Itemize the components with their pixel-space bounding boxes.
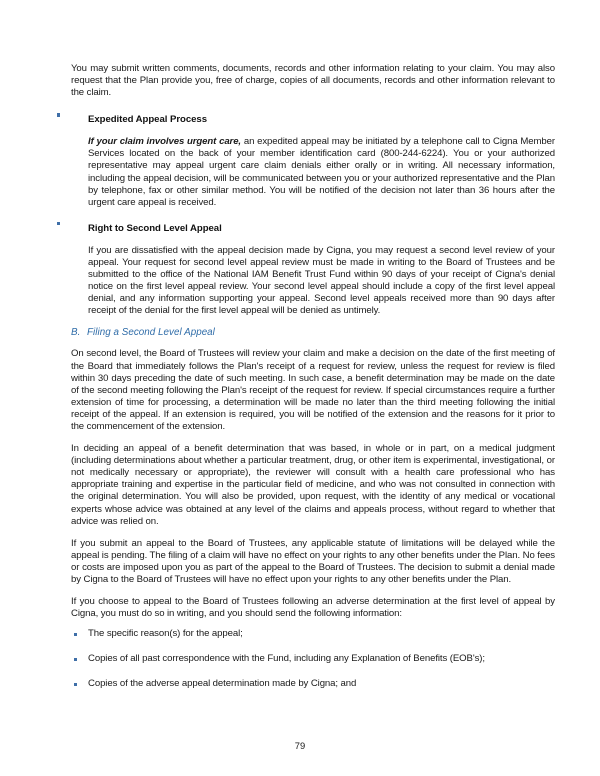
- intro-paragraph: You may submit written comments, documents, records and other information relating to your claim. You may also request that the Plan provide you, free of charge, copies of all documents, records and other information relevant to the claim.: [71, 63, 555, 99]
- bullet-heading-right-to-second-level-appeal: [71, 218, 555, 236]
- section-b-paragraph-2: In deciding an appeal of a benefit determination that was based, in whole or in part, on a medical judgment (including determinations about whether a particular treatment, drug, or other item is experimental, investigational, or not medically necessary or appropriate), the reviewer will consult with a health care professional who has appropriate training and expertise in the particular field of medicine, and who was not consulted in connection with the original determination. You will also be provided, upon request, with the identity of any medical or vocational experts whose advice was obtained at any level of the claims and appeals process, without regard to whether that advice was relied on.: [71, 443, 555, 527]
- bullet-heading-label: Expedited Appeal Process: [88, 114, 207, 126]
- right-to-second-level-appeal-paragraph: If you are dissatisfied with the appeal decision made by Cigna, you may request a second level review of your appeal. Your request for second level appeal review must be made in writing to the Board of Trustees and be submitted to the office of the National IAM Benefit Trust Fund within 90 days of your receipt of Cigna's denial notice on the first level appeal review. Your second level appeal should include a copy of the first level appeal denial, and any information supporting your appeal. Second level appeals received more than 90 days after receipt of the denial for the first level appeal will be denied as untimely.: [88, 244, 555, 317]
- section-b-paragraph-4: If you choose to appeal to the Board of Trustees following an adverse determination at the first level of appeal by Cigna, you must do so in writing, and you should send the following information:: [71, 596, 555, 620]
- list-item-label: Copies of the adverse appeal determination made by Cigna; and: [88, 678, 357, 690]
- page-number: 79: [294, 740, 306, 751]
- bullet-heading-label: Right to Second Level Appeal: [88, 222, 222, 234]
- section-heading-letter: B.: [71, 327, 81, 339]
- page-content: [71, 63, 555, 704]
- required-information-list: [71, 628, 555, 690]
- expedited-appeal-paragraph: [71, 136, 555, 209]
- section-heading-filing-a-second-level-appeal: [71, 326, 555, 339]
- square-bullet-icon: [57, 222, 60, 225]
- square-bullet-icon: [74, 683, 77, 686]
- section-heading-title: Filing a Second Level Appeal: [87, 327, 215, 339]
- section-b-paragraph-3: If you submit an appeal to the Board of Trustees, any applicable statute of limitations will be delayed while the appeal is pending. The filing of a claim will have no effect on your rights to any other benefits under the Plan. No fees or costs are imposed upon you as part of the appeal to the Board of Trustees. The decision to submit a denial made by Cigna to the Board of Trustees will have no effect upon your rights to any other benefits under the Plan.: [71, 537, 556, 585]
- list-item: [71, 628, 555, 640]
- square-bullet-icon: [74, 658, 77, 661]
- list-item: [71, 653, 555, 665]
- list-item-label: The specific reason(s) for the appeal;: [88, 628, 243, 640]
- expedited-lead-in-text: If your claim involves urgent care,: [88, 136, 242, 148]
- square-bullet-icon: [57, 113, 60, 116]
- expedited-body-text: an expedited appeal may be initiated by a telephone call to Cigna Member Services located on the back of your member identification card (800-244-6224). You or your authorized representative may appeal urgent care claim denials either orally or in writing. All necessary information, including the appeal decision, will be communicated between you or your authorized representative and the Plan by telephone, fax or other similar method. You will be notified of the decision not later than 36 hours after the urgent care appeal is received.: [88, 136, 556, 208]
- section-b-paragraph-1: On second level, the Board of Trustees will review your claim and make a decision on the date of the first meeting of the Board that immediately follows the Plan's receipt of a request for review, unless the request for review is filed within 30 days preceding the date of such meeting. In such case, a benefit determination may be made on the date of the second meeting following the Plan's receipt of the request for review. If special circumstances require a further extension of time for processing, a determination will be made no later than the third meeting following the initial receipt of the appeal. If an extension is required, you will be notified of the extension and the reasons for it prior to the commencement of the extension.: [71, 348, 555, 432]
- square-bullet-icon: [74, 633, 77, 636]
- list-item: [71, 678, 555, 690]
- bullet-heading-expedited-appeal-process: [71, 109, 555, 127]
- list-item-label: Copies of all past correspondence with the Fund, including any Explanation of Benefits (EOB's);: [88, 653, 485, 665]
